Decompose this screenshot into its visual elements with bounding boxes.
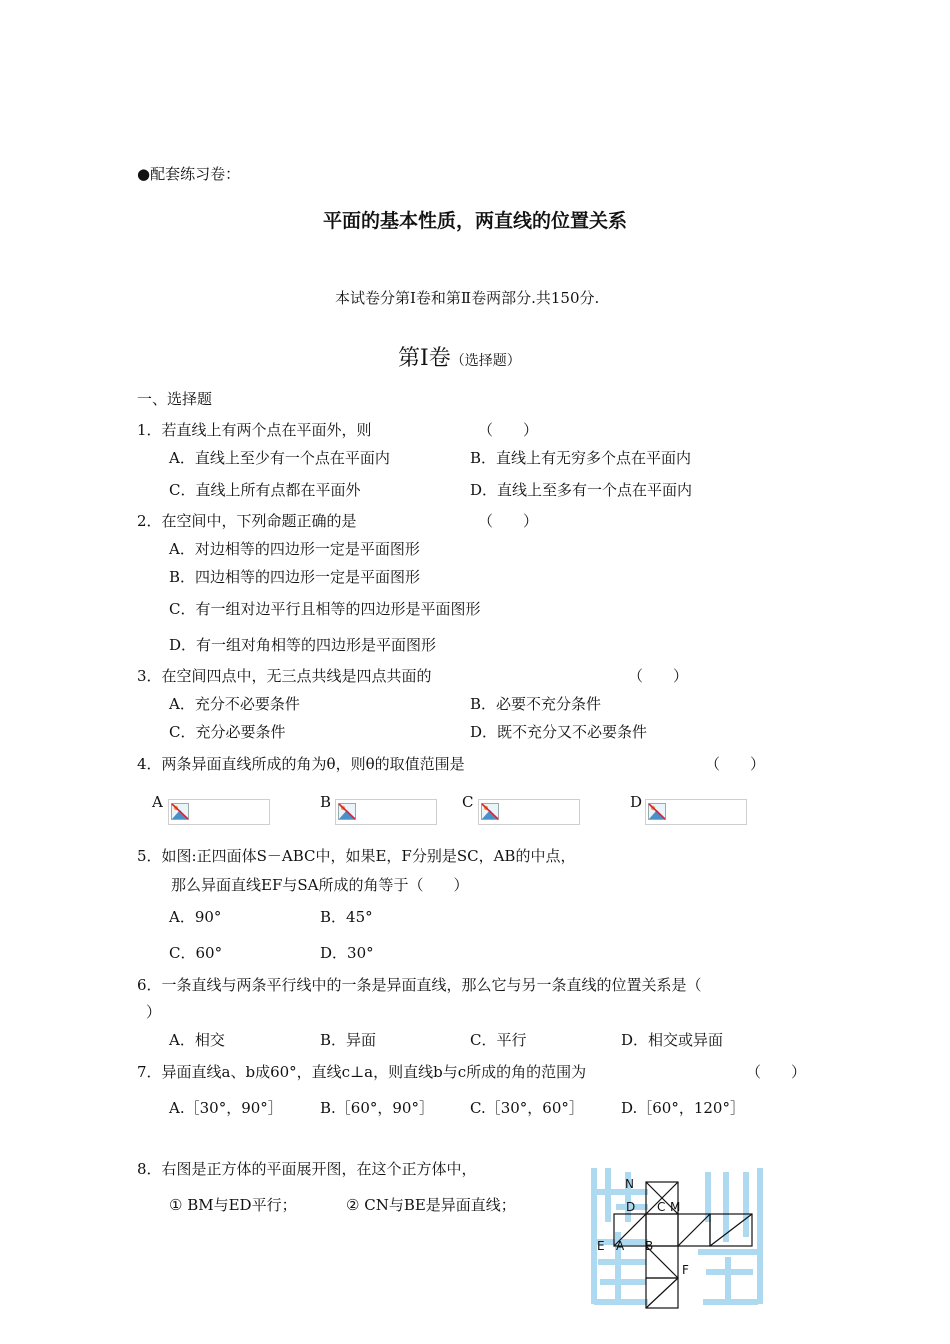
question-4-option-a-image bbox=[168, 799, 270, 825]
question-3-option-a: A．充分不必要条件 bbox=[169, 695, 300, 713]
section-label: 配套练习卷： bbox=[150, 165, 241, 183]
question-4-option-b-image bbox=[335, 799, 437, 825]
question-3-option-c: C．充分必要条件 bbox=[169, 723, 286, 741]
broken-image-icon bbox=[481, 803, 499, 820]
question-3-option-d: D．既不充分又不必要条件 bbox=[470, 723, 648, 741]
question-7-option-d: D.［60°，120°］ bbox=[621, 1099, 745, 1117]
question-6-option-a: A．相交 bbox=[169, 1031, 225, 1049]
question-1-option-d: D．直线上至多有一个点在平面内 bbox=[470, 481, 693, 499]
question-2-option-a: A．对边相等的四边形一定是平面图形 bbox=[169, 540, 420, 558]
volume-sub: （选择题） bbox=[450, 353, 521, 369]
question-5-option-a: A．90° bbox=[169, 908, 222, 926]
question-6-option-d: D．相交或异面 bbox=[621, 1031, 724, 1049]
question-7-stem: 7．异面直线a、b成60°，直线c⊥a，则直线b与c所成的角的范围为 bbox=[137, 1063, 587, 1081]
question-2-paren: （ ） bbox=[478, 512, 539, 530]
question-6-stem: 6．一条直线与两条平行线中的一条是异面直线，那么它与另一条直线的位置关系是（ bbox=[137, 976, 702, 994]
broken-image-icon bbox=[171, 803, 189, 820]
question-1-stem: 1．若直线上有两个点在平面外，则 bbox=[137, 421, 372, 439]
question-5-option-b: B．45° bbox=[320, 908, 373, 926]
question-1-paren: （ ） bbox=[478, 421, 539, 439]
figure-label-f: F bbox=[682, 1263, 689, 1277]
question-6-stem-line2: ） bbox=[146, 1003, 162, 1021]
bullet-icon: ● bbox=[137, 165, 151, 183]
question-5-stem-line2: 那么异面直线EF与SA所成的角等于（ ） bbox=[171, 876, 469, 894]
question-4-option-c-image bbox=[478, 799, 580, 825]
intro-text: 本试卷分第Ⅰ卷和第Ⅱ卷两部分.共150分. bbox=[335, 289, 600, 307]
figure-label-m: M bbox=[670, 1200, 681, 1214]
question-2-option-d: D．有一组对角相等的四边形是平面图形 bbox=[169, 636, 437, 654]
question-2-option-c: C．有一组对边平行且相等的四边形是平面图形 bbox=[169, 600, 481, 618]
question-3-option-b: B．必要不充分条件 bbox=[470, 695, 602, 713]
figure-label-c: C bbox=[657, 1200, 666, 1214]
figure-label-e: E bbox=[597, 1239, 605, 1253]
cube-net-figure bbox=[588, 1162, 768, 1310]
question-2-option-b: B．四边相等的四边形一定是平面图形 bbox=[169, 568, 421, 586]
question-1-option-c: C．直线上所有点都在平面外 bbox=[169, 481, 361, 499]
question-2-stem: 2．在空间中，下列命题正确的是 bbox=[137, 512, 357, 530]
figure-label-n: N bbox=[625, 1177, 634, 1191]
question-6-option-b: B．异面 bbox=[320, 1031, 377, 1049]
section-header bbox=[137, 165, 240, 183]
figure-label-a: A bbox=[616, 1239, 625, 1253]
figure-label-d: D bbox=[626, 1200, 636, 1214]
question-8-statement-2: ② CN与BE是异面直线； bbox=[346, 1196, 516, 1214]
cube-net-diagram bbox=[588, 1162, 768, 1310]
question-5-stem: 5．如图:正四面体S－ABC中，如果E，F分别是SC，AB的中点， bbox=[137, 847, 576, 865]
question-3-stem: 3．在空间四点中，无三点共线是四点共面的 bbox=[137, 667, 432, 685]
question-4-option-d-letter: D bbox=[630, 793, 643, 811]
figure-label-b: B bbox=[645, 1239, 654, 1253]
question-1-option-b: B．直线上有无穷多个点在平面内 bbox=[470, 449, 692, 467]
question-7-paren: （ ） bbox=[746, 1063, 807, 1081]
question-7-option-b: B.［60°，90°］ bbox=[320, 1099, 434, 1117]
question-4-paren: （ ） bbox=[705, 755, 766, 773]
page-title: 平面的基本性质，两直线的位置关系 bbox=[322, 210, 627, 232]
question-5-option-d: D．30° bbox=[320, 944, 374, 962]
question-4-option-c-letter: C bbox=[462, 793, 474, 811]
broken-image-icon bbox=[648, 803, 666, 820]
question-7-option-c: C.［30°，60°］ bbox=[470, 1099, 584, 1117]
question-4-option-b-letter: B bbox=[320, 793, 332, 811]
question-8-stem: 8．右图是正方体的平面展开图，在这个正方体中， bbox=[137, 1160, 477, 1178]
question-4-option-a-letter: A bbox=[152, 793, 163, 811]
question-4-stem: 4．两条异面直线所成的角为θ，则θ的取值范围是 bbox=[137, 755, 465, 773]
broken-image-icon bbox=[338, 803, 356, 820]
volume-heading bbox=[398, 346, 521, 374]
question-6-option-c: C．平行 bbox=[470, 1031, 527, 1049]
question-3-paren: （ ） bbox=[628, 667, 689, 685]
volume-main: 第Ⅰ卷 bbox=[398, 346, 451, 371]
question-1-option-a: A．直线上至少有一个点在平面内 bbox=[169, 449, 390, 467]
question-4-option-d-image bbox=[645, 799, 747, 825]
question-7-option-a: A.［30°，90°］ bbox=[169, 1099, 283, 1117]
question-8-statement-1: ① BM与ED平行； bbox=[169, 1196, 297, 1214]
question-5-option-c: C．60° bbox=[169, 944, 223, 962]
section-heading: 一、选择题 bbox=[137, 390, 213, 408]
